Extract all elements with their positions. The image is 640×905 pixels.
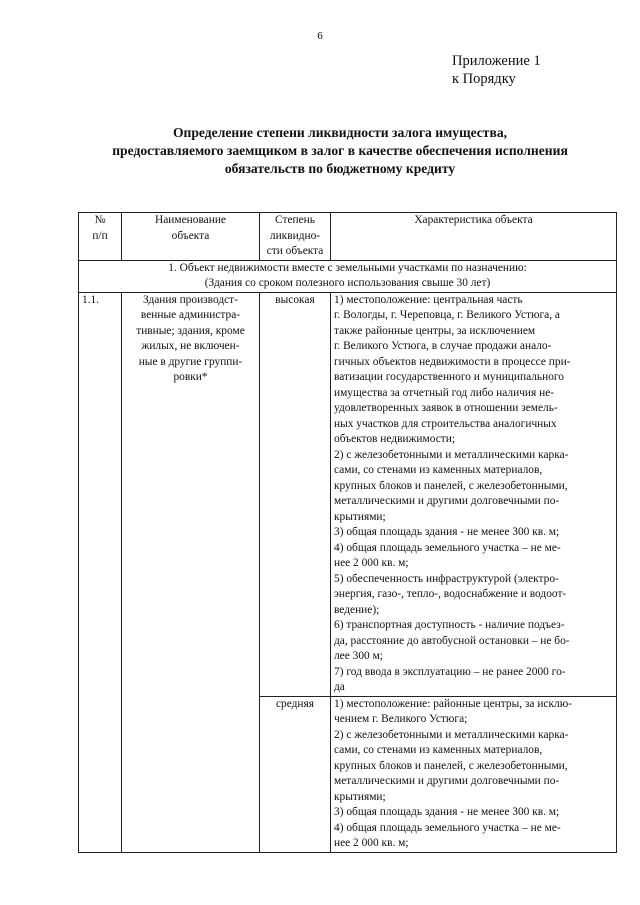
- characteristic-line: гичных объектов недвижимости в процессе при-: [334, 355, 571, 368]
- characteristic-line: крытиями;: [334, 510, 386, 523]
- characteristic-line: металлическими и другими долговечными по-: [334, 495, 560, 507]
- characteristic-line: 3) общая площадь здания - не менее 300 кв. м;: [334, 526, 560, 538]
- characteristic-line: 1) местоположение: районные центры, за исклю-: [334, 697, 573, 710]
- object-name-line: ные в другие группи-: [138, 355, 243, 368]
- characteristic-line: да: [334, 681, 345, 693]
- title-line: предоставляемого заемщиком в залог в качестве обеспечения исполнения: [112, 143, 568, 158]
- object-name: [122, 292, 260, 852]
- section-row: [79, 260, 617, 292]
- header-num: № п/п: [79, 213, 122, 261]
- characteristic-line: 4) общая площадь земельного участка – не ме-: [334, 821, 561, 834]
- characteristic-high: [331, 292, 617, 696]
- characteristic-line: 2) с железобетонными и металлическими карка-: [334, 448, 569, 461]
- characteristic-line: объектов недвижимости;: [334, 433, 456, 445]
- characteristic-line: ведение);: [334, 603, 380, 616]
- characteristic-line: ватизации государственного и муниципального: [334, 371, 565, 383]
- document-title: [60, 124, 620, 178]
- characteristic-line: сами, со стенами из каменных материалов,: [334, 744, 543, 756]
- object-name-line: жилых, не включен-: [141, 340, 240, 352]
- characteristic-line: лее 300 м;: [334, 650, 383, 662]
- characteristic-line: нее 2 000 кв. м;: [334, 557, 409, 569]
- object-name-line: Здания производст-: [143, 293, 238, 306]
- appendix-line: Приложение 1: [452, 53, 541, 69]
- degree-medium: средняя: [260, 696, 331, 852]
- characteristic-line: 7) год ввода в эксплуатацию – не ранее 2000 го-: [334, 665, 566, 678]
- characteristic-line: г. Великого Устюга, в случае продажи анало-: [334, 340, 552, 352]
- characteristic-medium: [331, 696, 617, 852]
- object-name-line: ровки*: [173, 371, 208, 383]
- degree-high: высокая: [260, 292, 331, 696]
- characteristic-line: 3) общая площадь здания - не менее 300 кв. м;: [334, 806, 560, 818]
- characteristic-line: 5) обеспеченность инфраструктурой (электро-: [334, 572, 559, 585]
- characteristic-line: удовлетворенных заявок в отношении земель-: [334, 402, 558, 414]
- characteristic-line: металлическими и другими долговечными по-: [334, 775, 560, 787]
- page-number: 6: [317, 30, 323, 42]
- characteristic-line: 4) общая площадь земельного участка – не ме-: [334, 541, 561, 554]
- characteristic-line: 6) транспортная доступность - наличие подъез-: [334, 619, 565, 631]
- characteristic-line: также районные центры, за исключением: [334, 324, 536, 337]
- appendix-line: к Порядку: [452, 71, 516, 87]
- characteristic-line: чением г. Великого Устюга;: [334, 713, 468, 725]
- row-number: 1.1.: [79, 292, 122, 852]
- liquidity-table: [78, 212, 617, 853]
- section-heading: 1. Объект недвижимости вместе с земельными участками по назначению: (Здания со сроком полезного использования свыше 30 лет): [79, 260, 617, 292]
- characteristic-line: да, расстояние до автобусной остановки – не бо-: [334, 634, 570, 647]
- characteristic-line: г. Вологды, г. Череповца, г. Великого Устюга, а: [334, 309, 560, 321]
- object-name-line: венные администра-: [140, 309, 241, 321]
- characteristic-line: энергия, газо-, тепло-, водоснабжение и водоот-: [334, 588, 567, 600]
- header-characteristic: Характеристика объекта: [331, 213, 617, 261]
- characteristic-line: крытиями;: [334, 790, 386, 803]
- characteristic-line: сами, со стенами из каменных материалов,: [334, 464, 543, 476]
- characteristic-line: нее 2 000 кв. м;: [334, 837, 409, 849]
- characteristic-line: 1) местоположение: центральная часть: [334, 293, 523, 306]
- characteristic-line: 2) с железобетонными и металлическими карка-: [334, 728, 569, 741]
- object-name-line: тивные; здания, кроме: [136, 324, 245, 337]
- table-row: [79, 292, 617, 696]
- header-degree: Степень ликвидно- сти объекта: [260, 213, 331, 261]
- characteristic-line: ных участков для строительства аналогичных: [334, 417, 557, 430]
- header-name: Наименование объекта: [122, 213, 260, 261]
- title-line: обязательств по бюджетному кредиту: [224, 161, 456, 176]
- characteristic-line: крупных блоков и панелей, с железобетонными,: [334, 479, 568, 492]
- appendix-label: [452, 52, 541, 88]
- title-line: Определение степени ликвидности залога имущества,: [172, 125, 508, 140]
- characteristic-line: имущества за отчетный год либо наличия не-: [334, 386, 555, 399]
- characteristic-line: крупных блоков и панелей, с железобетонными,: [334, 759, 568, 772]
- table-header-row: [79, 213, 617, 261]
